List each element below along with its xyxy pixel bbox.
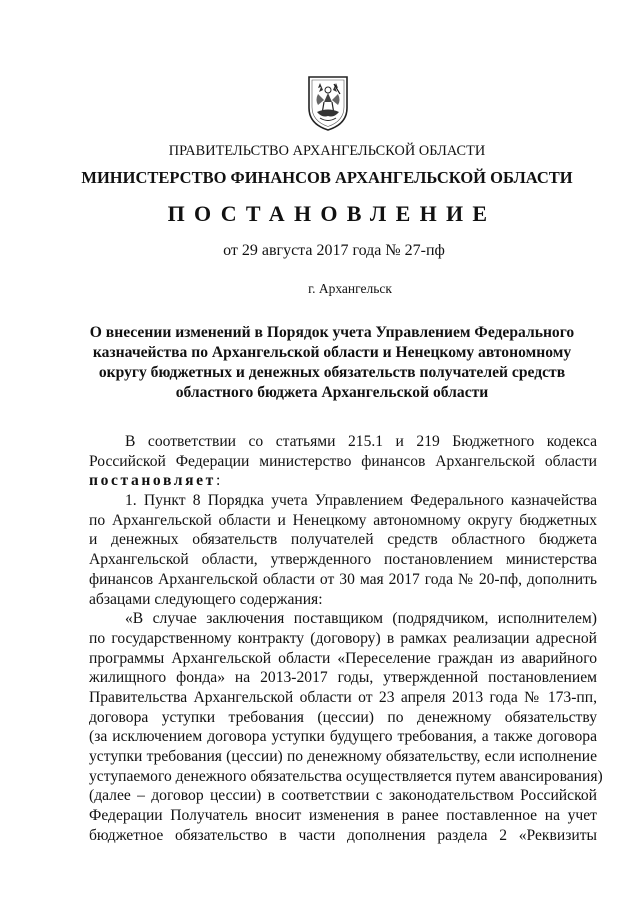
body-line	[89, 471, 597, 491]
government-name: ПРАВИТЕЛЬСТВО АРХАНГЕЛЬСКОЙ ОБЛАСТИ	[168, 143, 486, 159]
document-type: ПОСТАНОВЛЕНИЕ	[167, 201, 497, 226]
document-title	[0, 323, 640, 403]
body-line: Российской Федерации министерство финансов Архангельской области	[89, 452, 597, 470]
body-line: Федерации Получатель вносит изменения в ранее поставленное на учет	[89, 807, 597, 825]
resolves-colon: :	[215, 472, 221, 490]
body-line: 1. Пункт 8 Порядка учета Управлением Федерального казначейства	[125, 492, 597, 510]
body-line: уступаемого денежного обязательства осуществляется путем авансирования)	[89, 767, 603, 785]
body-line: программы Архангельской области «Переселение граждан из аварийного	[89, 649, 597, 667]
body-line: (за исключением договора уступки будущего требования, а также договора	[89, 728, 597, 746]
body-line: В соответствии со статьями 215.1 и 219 Бюджетного кодекса	[125, 433, 597, 450]
body-line: Правительства Архангельской области от 23 апреля 2013 года № 173-пп,	[89, 688, 597, 706]
body-line: и денежных обязательств получателей средств областного бюджета	[89, 531, 597, 549]
body-line: абзацами следующего содержания:	[89, 590, 323, 608]
title-line: казначейства по Архангельской области и Ненецкому автономному	[92, 344, 572, 361]
document-date-number: от 29 августа 2017 года № 27-пф	[223, 242, 445, 259]
document-body	[89, 432, 603, 845]
body-line: финансов Архангельской области от 30 мая 2017 года № 20-пф, дополнить	[89, 570, 597, 588]
coat-of-arms-icon	[306, 74, 350, 132]
body-line: по Архангельской области и Ненецкому автономному округу бюджетных	[89, 511, 597, 529]
body-line: уступки требования (цессии) по денежному обязательству, если исполнение	[89, 748, 597, 765]
body-line: (далее – договор цессии) в соответствии с законодательством Российской	[89, 787, 597, 805]
body-line: жилищного фонда» на 2013-2017 годы, утвержденной постановлением	[89, 669, 597, 687]
body-line: «В случае заключения поставщиком (подрядчиком, исполнителем)	[125, 610, 597, 628]
body-line: по государственному контракту (договору) в рамках реализации адресной	[89, 629, 597, 647]
body-line: бюджетное обязательство в части дополнения раздела 2 «Реквизиты	[89, 826, 597, 844]
title-line: областного бюджета Архангельской области	[175, 384, 489, 401]
body-line: договора уступки требования (цессии) по денежному обязательству	[89, 708, 597, 726]
body-line: Архангельской области, утвержденного постановлением министерства	[89, 551, 597, 569]
resolves-word: постановляет	[89, 472, 216, 490]
title-line: О внесении изменений в Порядок учета Управлением Федерального	[89, 324, 575, 341]
document-city: г. Архангельск	[308, 281, 392, 296]
title-line: округу бюджетных и денежных обязательств получателей средств	[98, 364, 566, 381]
ministry-name: МИНИСТЕРСТВО ФИНАНСОВ АРХАНГЕЛЬСКОЙ ОБЛАСТИ	[81, 168, 573, 187]
